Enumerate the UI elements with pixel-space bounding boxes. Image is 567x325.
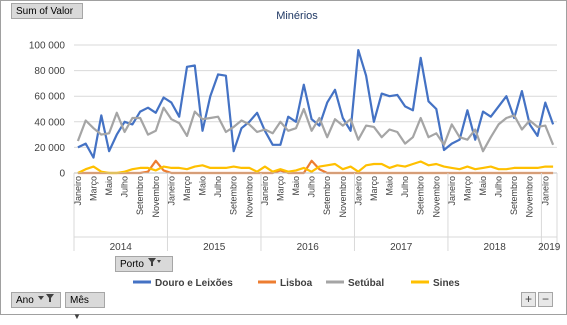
axis-field-button-ano[interactable]: [11, 292, 61, 308]
x-year-label: 2014: [109, 242, 132, 253]
x-tick-label: Janeiro: [446, 176, 457, 206]
y-tick-label: 40 000: [34, 117, 65, 129]
x-tick-label: Janeiro: [540, 176, 551, 206]
series-line[interactable]: [78, 161, 553, 173]
x-tick-label: Julho: [306, 176, 317, 198]
pivot-chart: [1, 1, 566, 314]
x-tick-label: Novembro: [337, 176, 348, 218]
legend-label: Setúbal: [348, 278, 385, 289]
x-tick-label: Maio: [291, 176, 302, 196]
x-axis: [73, 173, 561, 253]
legend-field-label: Porto: [120, 259, 144, 270]
x-tick-label: Setembro: [415, 176, 426, 216]
chevron-down-icon: ▼: [73, 312, 81, 321]
legend-label: Sines: [433, 278, 460, 289]
x-tick-label: Janeiro: [353, 176, 364, 206]
x-tick-label: Novembro: [524, 176, 535, 218]
x-tick-label: Janeiro: [259, 176, 270, 206]
x-tick-label: Novembro: [150, 176, 161, 218]
x-tick-label: Março: [368, 176, 379, 202]
x-tick-label: Janeiro: [166, 176, 177, 206]
chart-title: Minérios: [276, 10, 318, 22]
axis-field-button-mes[interactable]: [65, 292, 105, 321]
y-tick-label: 20 000: [34, 142, 65, 154]
x-tick-label: Março: [88, 176, 99, 202]
x-year-label: 2017: [390, 242, 413, 253]
y-tick-label: 0: [59, 168, 65, 180]
expand-field-button[interactable]: +: [521, 292, 536, 307]
x-tick-label: Maio: [477, 176, 488, 196]
filter-dropdown-icon: [38, 293, 56, 309]
values-field-button[interactable]: [11, 3, 83, 19]
x-tick-label: Março: [462, 176, 473, 202]
filter-dropdown-icon: [148, 257, 162, 273]
values-field-label: Sum of Valor: [16, 6, 74, 17]
x-tick-label: Julho: [400, 176, 411, 198]
x-tick-label: Novembro: [431, 176, 442, 218]
x-year-label: 2018: [483, 242, 506, 253]
x-tick-label: Julho: [213, 176, 224, 198]
series-line[interactable]: [78, 50, 553, 158]
series-lines: [78, 50, 553, 173]
x-tick-label: Maio: [197, 176, 208, 196]
x-year-label: 2015: [203, 242, 226, 253]
collapse-field-button[interactable]: −: [538, 292, 553, 307]
x-tick-label: Setembro: [228, 175, 239, 216]
x-year-label: 2019: [538, 242, 561, 253]
y-tick-label: 60 000: [34, 91, 65, 103]
legend-label: Douro e Leixões: [155, 278, 233, 289]
x-tick-label: Setembro: [322, 176, 333, 216]
y-tick-label: 100 000: [28, 40, 65, 52]
x-tick-label: Novembro: [244, 176, 255, 218]
x-tick-label: Maio: [104, 176, 115, 196]
x-tick-label: Setembro: [135, 176, 146, 216]
x-tick-label: Março: [181, 176, 192, 202]
axis-field-label-mes: Mês: [70, 295, 89, 306]
y-axis-tick-labels: [29, 41, 66, 180]
y-tick-label: 80 000: [34, 66, 65, 78]
x-tick-label: Julho: [493, 176, 504, 198]
legend-label: Lisboa: [280, 278, 313, 289]
x-year-label: 2016: [296, 242, 319, 253]
x-tick-label: Setembro: [509, 176, 520, 216]
x-tick-label: Maio: [384, 176, 395, 196]
x-tick-label: Janeiro: [72, 176, 83, 206]
x-tick-label: Julho: [119, 176, 130, 198]
axis-field-label-ano: Ano: [16, 295, 34, 306]
x-tick-label: Março: [275, 176, 286, 202]
legend-field-button-porto[interactable]: [115, 256, 173, 272]
legend: [133, 278, 460, 289]
